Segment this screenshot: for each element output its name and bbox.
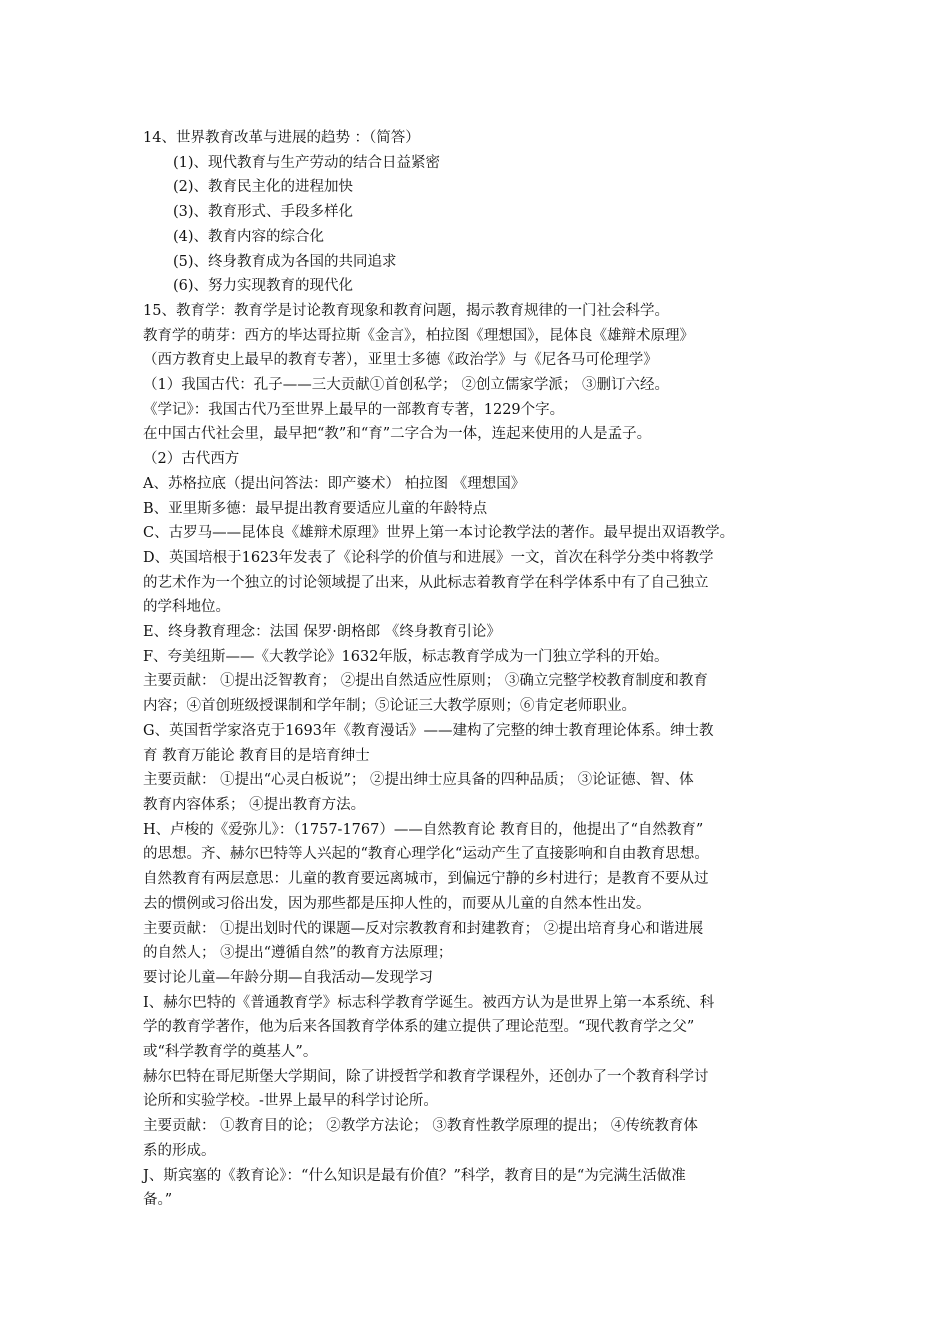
text-line: 教育学的萌芽：西方的毕达哥拉斯《金言》，柏拉图《理想国》，昆体良《雄辩术原理》 (143, 327, 694, 344)
text-line: 的思想。齐、赫尔巴特等人兴起的“教育心理学化“运动产生了直接影响和自由教育思想。 (143, 846, 709, 863)
text-line: 的自然人； ③提出“遵循自然”的教育方法原理； (143, 945, 453, 962)
text-line: A、苏格拉底（提出问答法：即产婆术） 柏拉图 《理想国》 (143, 475, 526, 492)
text-line: 或“科学教育学的奠基人”。 (143, 1044, 318, 1061)
text-line: H、卢梭的《爱弥儿》：（1757-1767）——自然教育论 教育目的，他提出了“自然教育” (143, 821, 704, 838)
text-line: 主要贡献： ①提出“心灵白板说”； ②提出绅士应具备的四种品质； ③论证德、智、体 (143, 772, 694, 789)
text-line: 的学科地位。 (143, 599, 230, 616)
text-line: D、英国培根于1623年发表了《论科学的价值与和进展》一文，首次在科学分类中将教学 (143, 549, 714, 566)
text-line: 要讨论儿童—年龄分期—自我活动—发现学习 (143, 969, 433, 986)
text-line: I、赫尔巴特的《普通教育学》标志科学教育学诞生。被西方认为是世界上第一本系统、科 (143, 994, 715, 1011)
text-line: 育 教育万能论 教育目的是培育绅士 (143, 747, 370, 764)
text-line: (6)、努力实现教育的现代化 (173, 278, 354, 295)
text-line: 14、世界教育改革与进展的趋势 ：（简答） (143, 130, 420, 146)
text-line: 内容；④首创班级授课制和学年制；⑤论证三大教学原则；⑥肯定老师职业。 (143, 698, 636, 715)
text-line: 主要贡献： ①提出泛智教育； ②提出自然适应性原则； ③确立完整学校教育制度和教育 (143, 673, 708, 690)
text-line: (5)、终身教育成为各国的共同追求 (173, 253, 397, 270)
text-line: E、终身教育理念：法国 保罗·朗格郎 《终身教育引论》 (143, 624, 501, 641)
text-line: F、夸美纽斯——《大教学论》1632年版，标志教育学成为一门独立学科的开始。 (143, 648, 669, 665)
text-line: 主要贡献： ①提出划时代的课题—反对宗教教育和封建教育； ②提出培育身心和谐进展 (143, 920, 704, 937)
text-line: 系的形成。 (143, 1142, 216, 1159)
text-line: (3)、教育形式、手段多样化 (173, 204, 354, 221)
text-line: 的艺术作为一个独立的讨论领域提了出来，从此标志着教育学在科学体系中有了自己独立 (143, 574, 709, 591)
text-line: 15、教育学：教育学是讨论教育现象和教育问题，揭示教育规律的一门社会科学。 (143, 302, 669, 319)
text-line: 学的教育学著作，他为后来各国教育学体系的建立提供了理论范型。“现代教育学之父” (143, 1019, 695, 1036)
text-line: J、斯宾塞的《教育论》：“什么知识是最有价值？”科学，教育目的是“为完满生活做准 (143, 1167, 686, 1184)
text-line: （1）我国古代：孔子——三大贡献①首创私学； ②创立儒家学派； ③删订六经。 (143, 377, 669, 394)
text-line: 教育内容体系； ④提出教育方法。 (143, 796, 366, 813)
text-line: B、亚里斯多德：最早提出教育要适应儿童的年龄特点 (143, 500, 488, 517)
document-body (143, 126, 823, 1213)
text-line: 自然教育有两层意思：儿童的教育要远离城市，到偏远宁静的乡村进行；是教育不要从过 (143, 871, 709, 888)
text-line: (2)、教育民主化的进程加快 (173, 179, 354, 196)
text-line: 《学记》：我国古代乃至世界上最早的一部教育专著，1229个字。 (143, 401, 565, 418)
text-line: （2）古代西方 (143, 451, 240, 468)
text-line: 备。” (143, 1192, 173, 1209)
text-line: 在中国古代社会里，最早把“教”和“育”二字合为一体，连起来使用的人是孟子。 (143, 426, 652, 443)
text-line: (1)、现代教育与生产劳动的结合日益紧密 (173, 154, 441, 171)
text-line: 赫尔巴特在哥尼斯堡大学期间，除了讲授哲学和教育学课程外，还创办了一个教育科学讨 (143, 1068, 709, 1085)
text-line: 论所和实验学校。-世界上最早的科学讨论所。 (143, 1093, 438, 1110)
text-line: G、英国哲学家洛克于1693年《教育漫话》——建构了完整的绅士教育理论体系。绅士教 (143, 722, 714, 739)
text-line: C、古罗马——昆体良《雄辩术原理》世界上第一本讨论教学法的著作。最早提出双语教学。 (143, 525, 735, 542)
text-line: 主要贡献： ①教育目的论； ②教学方法论； ③教育性教学原理的提出； ④传统教育体 (143, 1118, 698, 1135)
text-line: （西方教育史上最早的教育专著），亚里士多德《政治学》与《尼各马可伦理学》 (143, 352, 658, 369)
text-line: (4)、教育内容的综合化 (173, 228, 325, 245)
text-line: 去的惯例或习俗出发，因为那些都是压抑人性的，而要从儿童的自然本性出发。 (143, 895, 651, 912)
